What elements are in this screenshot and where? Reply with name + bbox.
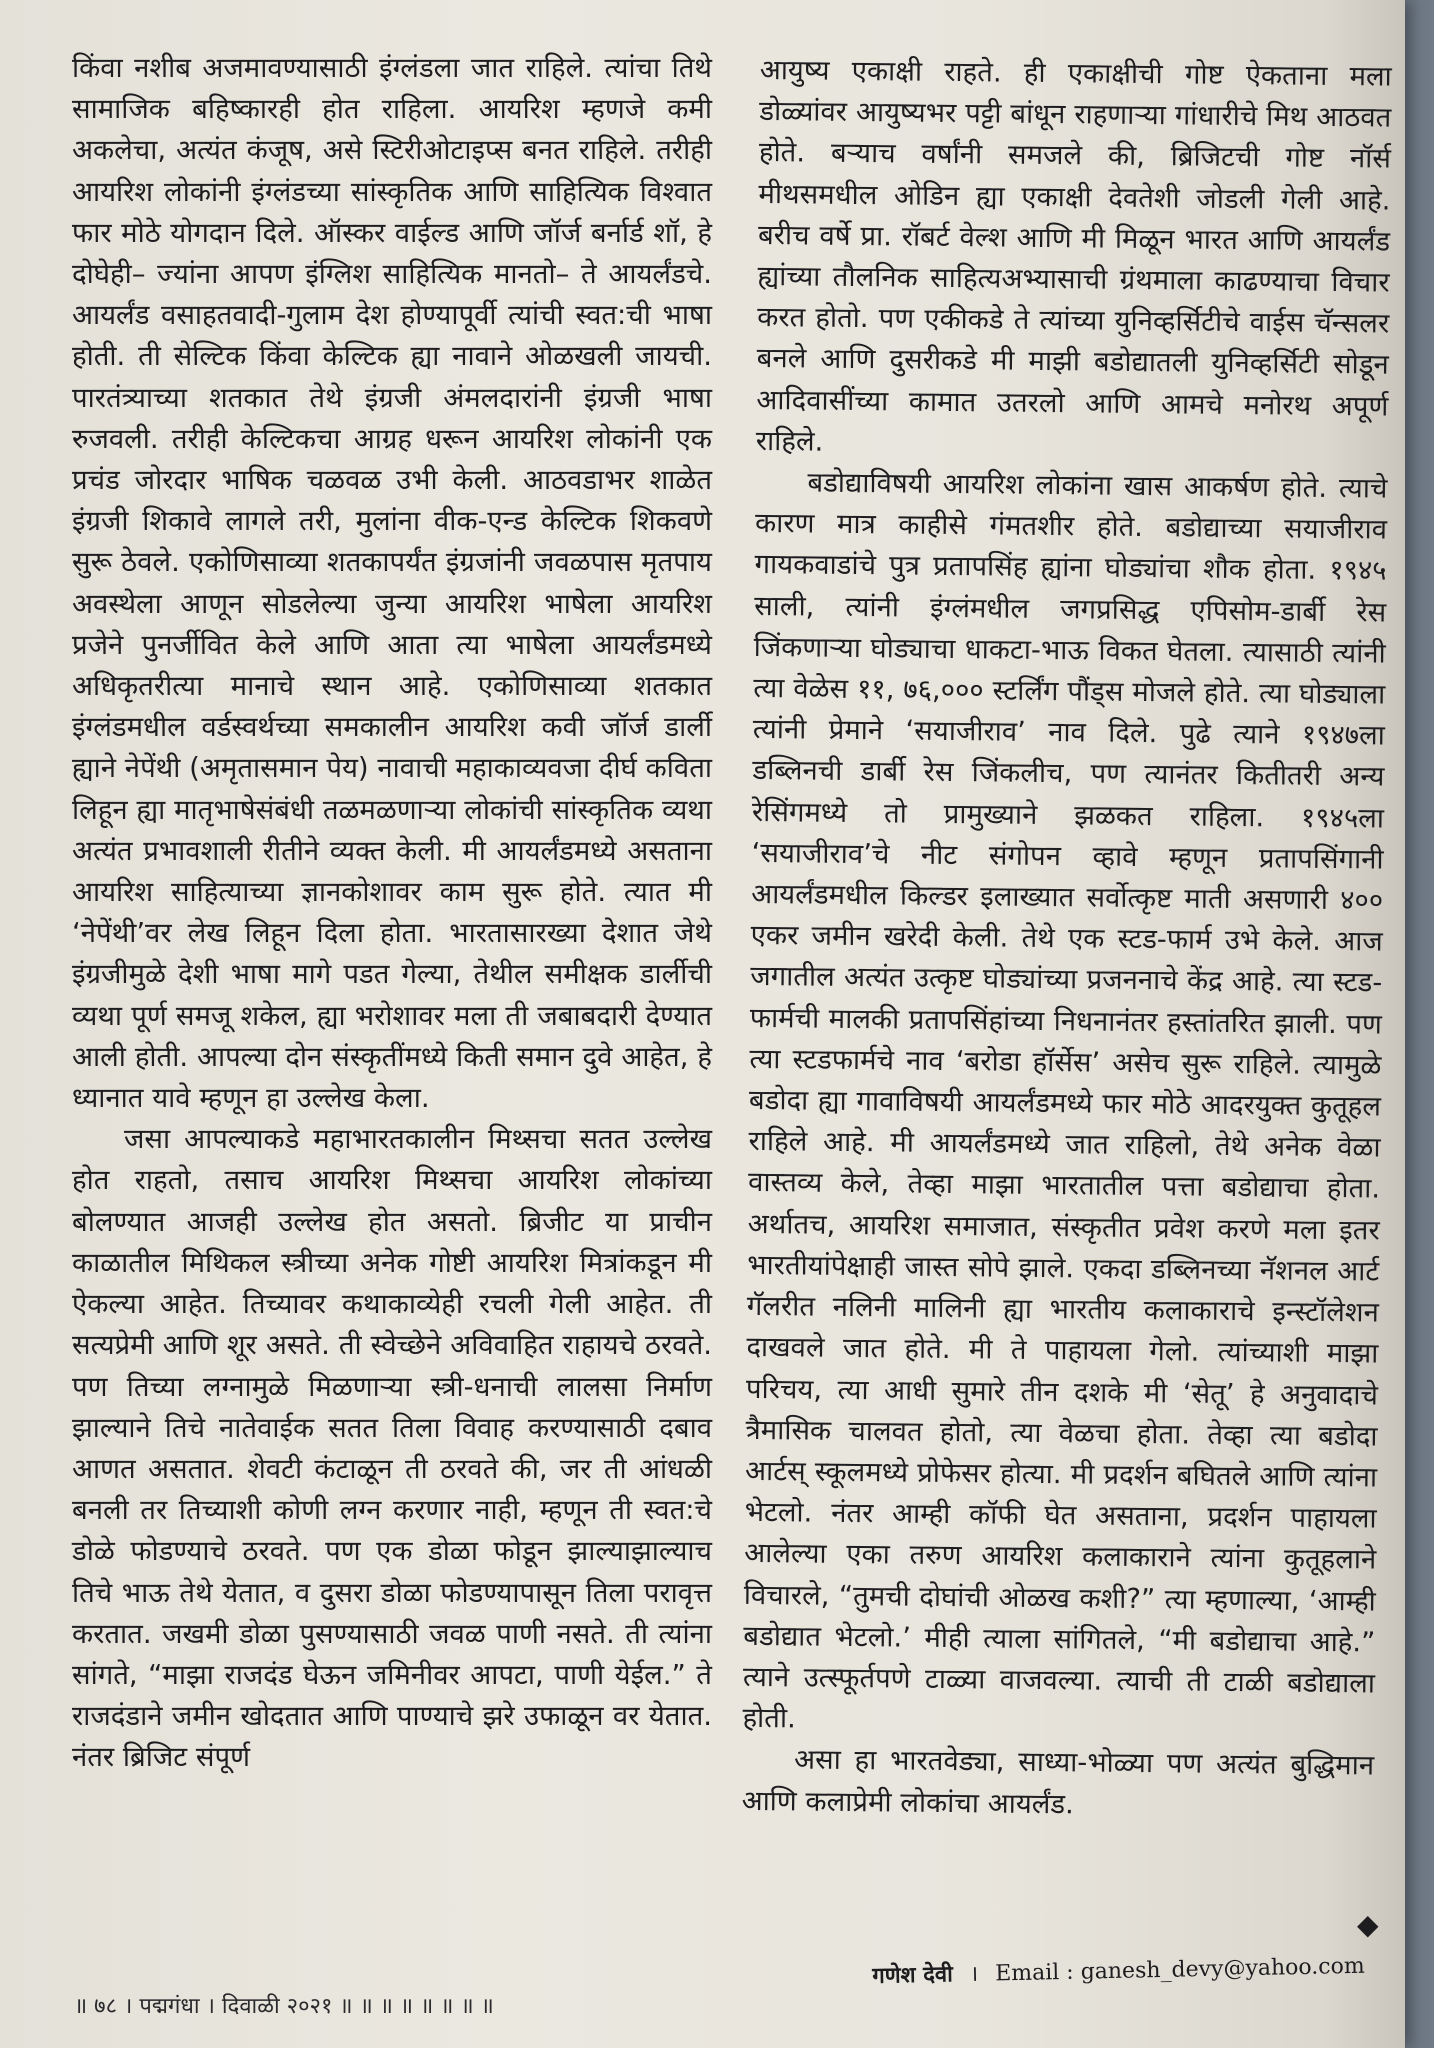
byline — [872, 1950, 1365, 1990]
right-paragraph-1: आयुष्य एकाक्षी राहते. ही एकाक्षीची गोष्ट ऐकताना मला डोळ्यांवर आयुष्यभर पट्टी बांधून राहणाऱ्या गांधारीचे मिथ आठवत होते. बऱ्याच वर्षांनी समजले की, ब्रिजिटची गोष्ट नॉर्स मीथसमधील ओडिन ह्या एकाक्षी देवतेशी जोडली गेली आहे. बरीच वर्षे प्रा. रॉबर्ट वेल्श आणि मी मिळून भारत आणि आयर्लंड ह्यांच्या तौलनिक साहित्यअभ्यासाची ग्रंथमाला काढण्याचा विचार करत होतो. पण एकीकडे ते त्यांच्या युनिव्हर्सिटीचे वाईस चॅन्सलर बनले आणि दुसरीकडे मी माझी बडोद्यातली युनिव्हर्सिटी सोडून आदिवासींच्या कामात उतरलो आणि आमचे मनोरथ अपूर्ण राहिले. — [755, 53, 1392, 458]
left-column — [72, 48, 712, 1779]
right-paragraph-2: बडोद्याविषयी आयरिश लोकांना खास आकर्षण होते. त्याचे कारण मात्र काहीसे गंमतशीर होते. बडोद्याच्या सयाजीराव गायकवाडांचे पुत्र प्रतापसिंह ह्यांना घोड्यांचा शौक होता. १९४५ साली, त्यांनी इंग्लंमधील जगप्रसिद्ध एपिसोम-डार्बी रेस जिंकणाऱ्या घोड्याचा धाकटा-भाऊ विकत घेतला. त्यासाठी त्यांनी त्या वेळेस ११, ७६,००० स्टर्लिंग पौंड्स मोजले होते. त्या घोड्याला त्यांनी प्रेमाने ‘सयाजीराव’ नाव दिले. पुढे त्याने १९४७ला डब्लिनची डार्बी रेस जिंकलीच, पण त्यानंतर कितीतरी अन्य रेसिंगमध्ये तो प्रामुख्याने झळकत राहिला. १९४५ला ‘सयाजीराव’चे नीट संगोपन व्हावे म्हणून प्रतापसिंगानी आयर्लंडमधील किल्डर इलाख्यात सर्वोत्कृष्ट माती असणारी ४०० एकर जमीन खरेदी केली. तेथे एक स्टड-फार्म उभे केले. आज जगातील अत्यंत उत्कृष्ट घोड्यांच्या प्रजननाचे केंद्र आहे. त्या स्टड-फार्मची मालकी प्रतापसिंहांच्या निधनानंतर हस्तांतरित झाली. पण त्या स्टडफार्मचे नाव ‘बरोडा हॉर्सेस’ असेच सुरू राहिले. त्यामुळे बडोदा ह्या गावाविषयी आयर्लंडमध्ये फार मोठे आदरयुक्त कुतूहल राहिले आहे. मी आयर्लंडमध्ये जात राहिलो, तेथे अनेक वेळा वास्तव्य केले, तेव्हा माझा भारतातील पत्ता बडोद्याचा होता. अर्थातच, आयरिश समाजात, संस्कृतीत प्रवेश करणे मला इतर भारतीयांपेक्षाही जास्त सोपे झाले. एकदा डब्लिनच्या नॅशनल आर्ट गॅलरीत नलिनी मालिनी ह्या भारतीय कलाकाराचे इन्स्टॉलेशन दाखवले जात होते. मी ते पाहायला गेलो. त्यांच्याशी माझा परिचय, त्या आधी सुमारे तीन दशके मी ‘सेतू’ हे अनुवादाचे त्रैमासिक चालवत होतो, त्या वेळचा होता. तेव्हा त्या बडोदा आर्टस् स्कूलमध्ये प्रोफेसर होत्या. मी प्रदर्शन बघितले आणि त्यांना भेटलो. नंतर आम्ही कॉफी घेत असताना, प्रदर्शन पाहायला आलेल्या एका तरुण आयरिश कलाकाराने त्यांना कुतूहलाने विचारले, “तुमची दोघांची ओळख कशी?” त्या म्हणाल्या, ‘आम्ही बडोद्यात भेटलो.’ मीही त्याला सांगितले, “मी बडोद्याचा आहे.” त्याने उत्स्फूर्तपणे टाळ्या वाजवल्या. त्याची ती टाळी बडोद्याला होती. — [742, 466, 1388, 1735]
author-email: Email : ganesh_devy@yahoo.com — [994, 1953, 1365, 1987]
author-name: गणेश देवी — [872, 1962, 954, 1989]
right-column — [741, 50, 1392, 1828]
left-paragraph-1: किंवा नशीब अजमावण्यासाठी इंग्लंडला जात राहिले. त्यांचा तिथे सामाजिक बहिष्कारही होत राहिला. आयरिश म्हणजे कमी अकलेचा, अत्यंत कंजूष, असे स्टिरीओटाइप्स बनत राहिले. तरीही आयरिश लोकांनी इंग्लंडच्या सांस्कृतिक आणि साहित्यिक विश्वात फार मोठे योगदान दिले. ऑस्कर वाईल्ड आणि जॉर्ज बर्नार्ड शॉ, हे दोघेही– ज्यांना आपण इंग्लिश साहित्यिक मानतो– ते आयर्लंडचे. आयर्लंड वसाहतवादी-गुलाम देश होण्यापूर्वी त्यांची स्वत:ची भाषा होती. ती सेल्टिक किंवा केल्टिक ह्या नावाने ओळखली जायची. पारतंत्र्याच्या शतकात तेथे इंग्रजी अंमलदारांनी इंग्रजी भाषा रुजवली. तरीही केल्टिकचा आग्रह धरून आयरिश लोकांनी एक प्रचंड जोरदार भाषिक चळवळ उभी केली. आठवडाभर शाळेत इंग्रजी शिकावे लागले तरी, मुलांना वीक-एन्ड केल्टिक शिकवणे सुरू ठेवले. एकोणिसाव्या शतकापर्यंत इंग्रजांनी जवळपास मृतपाय अवस्थेला आणून सोडलेल्या जुन्या आयरिश भाषेला आयरिश प्रजेने पुनर्जीवित केले आणि आता त्या भाषेला आयर्लंडमध्ये अधिकृतरीत्या मानाचे स्थान आहे. एकोणिसाव्या शतकात इंग्लंडमधील वर्डस्वर्थच्या समकालीन आयरिश कवी जॉर्ज डार्ली ह्याने नेपेंथी (अमृतासमान पेय) नावाची महाकाव्यवजा दीर्घ कविता लिहून ह्या मातृभाषेसंबंधी तळमळणाऱ्या लोकांची सांस्कृतिक व्यथा अत्यंत प्रभावशाली रीतीने व्यक्त केली. मी आयर्लंडमध्ये असताना आयरिश साहित्याच्या ज्ञानकोशावर काम सुरू होते. त्यात मी ‘नेपेंथी’वर लेख लिहून दिला होता. भारतासारख्या देशात जेथे इंग्रजीमुळे देशी भाषा मागे पडत गेल्या, तेथील समीक्षक डार्लीची व्यथा पूर्ण समजू शकेल, ह्या भरोशावर मला ती जबाबदारी देण्यात आली होती. आपल्या दोन संस्कृतींमध्ये किती समान दुवे आहेत, हे ध्यानात यावे म्हणून हा उल्लेख केला. — [72, 52, 712, 1115]
right-paragraph-3: असा हा भारतवेड्या, साध्या-भोळ्या पण अत्यंत बुद्धिमान आणि कलाप्रेमी लोकांचा आयर्लंड. — [741, 1743, 1375, 1820]
end-mark-diamond-icon: ◆ — [1357, 1908, 1379, 1941]
page-footer: ॥ ७८ । पद्मगंधा । दिवाळी २०२१ ॥ ॥ ॥ ॥ ॥ ॥ ॥ ॥ — [74, 1994, 494, 2019]
left-paragraph-2: जसा आपल्याकडे महाभारतकालीन मिथ्सचा सतत उल्लेख होत राहतो, तसाच आयरिश मिथ्सचा आयरिश लोकांच्या बोलण्यात आजही उल्लेख होत असतो. ब्रिजीट या प्राचीन काळातील मिथिकल स्त्रीच्या अनेक गोष्टी आयरिश मित्रांकडून मी ऐकल्या आहेत. तिच्यावर कथाकाव्येही रचली गेली आहेत. ती सत्यप्रेमी आणि शूर असते. ती स्वेच्छेने अविवाहित राहायचे ठरवते. पण तिच्या लग्नामुळे मिळणाऱ्या स्त्री-धनाची लालसा निर्माण झाल्याने तिचे नातेवाईक सतत तिला विवाह करण्यासाठी दबाव आणत असतात. शेवटी कंटाळून ती ठरवते की, जर ती आंधळी बनली तर तिच्याशी कोणी लग्न करणार नाही, म्हणून ती स्वत:चे डोळे फोडण्याचे ठरवते. पण एक डोळा फोडून झाल्याझाल्याच तिचे भाऊ तेथे येतात, व दुसरा डोळा फोडण्यापासून तिला परावृत्त करतात. जखमी डोळा पुसण्यासाठी जवळ पाणी नसते. ती त्यांना सांगते, “माझा राजदंड घेऊन जमिनीवर आपटा, पाणी येईल.” ते राजदंडाने जमीन खोदतात आणि पाण्याचे झरे उफाळून वर येतात. नंतर ब्रिजिट संपूर्ण — [72, 1123, 712, 1774]
byline-separator: । — [969, 1961, 979, 1987]
